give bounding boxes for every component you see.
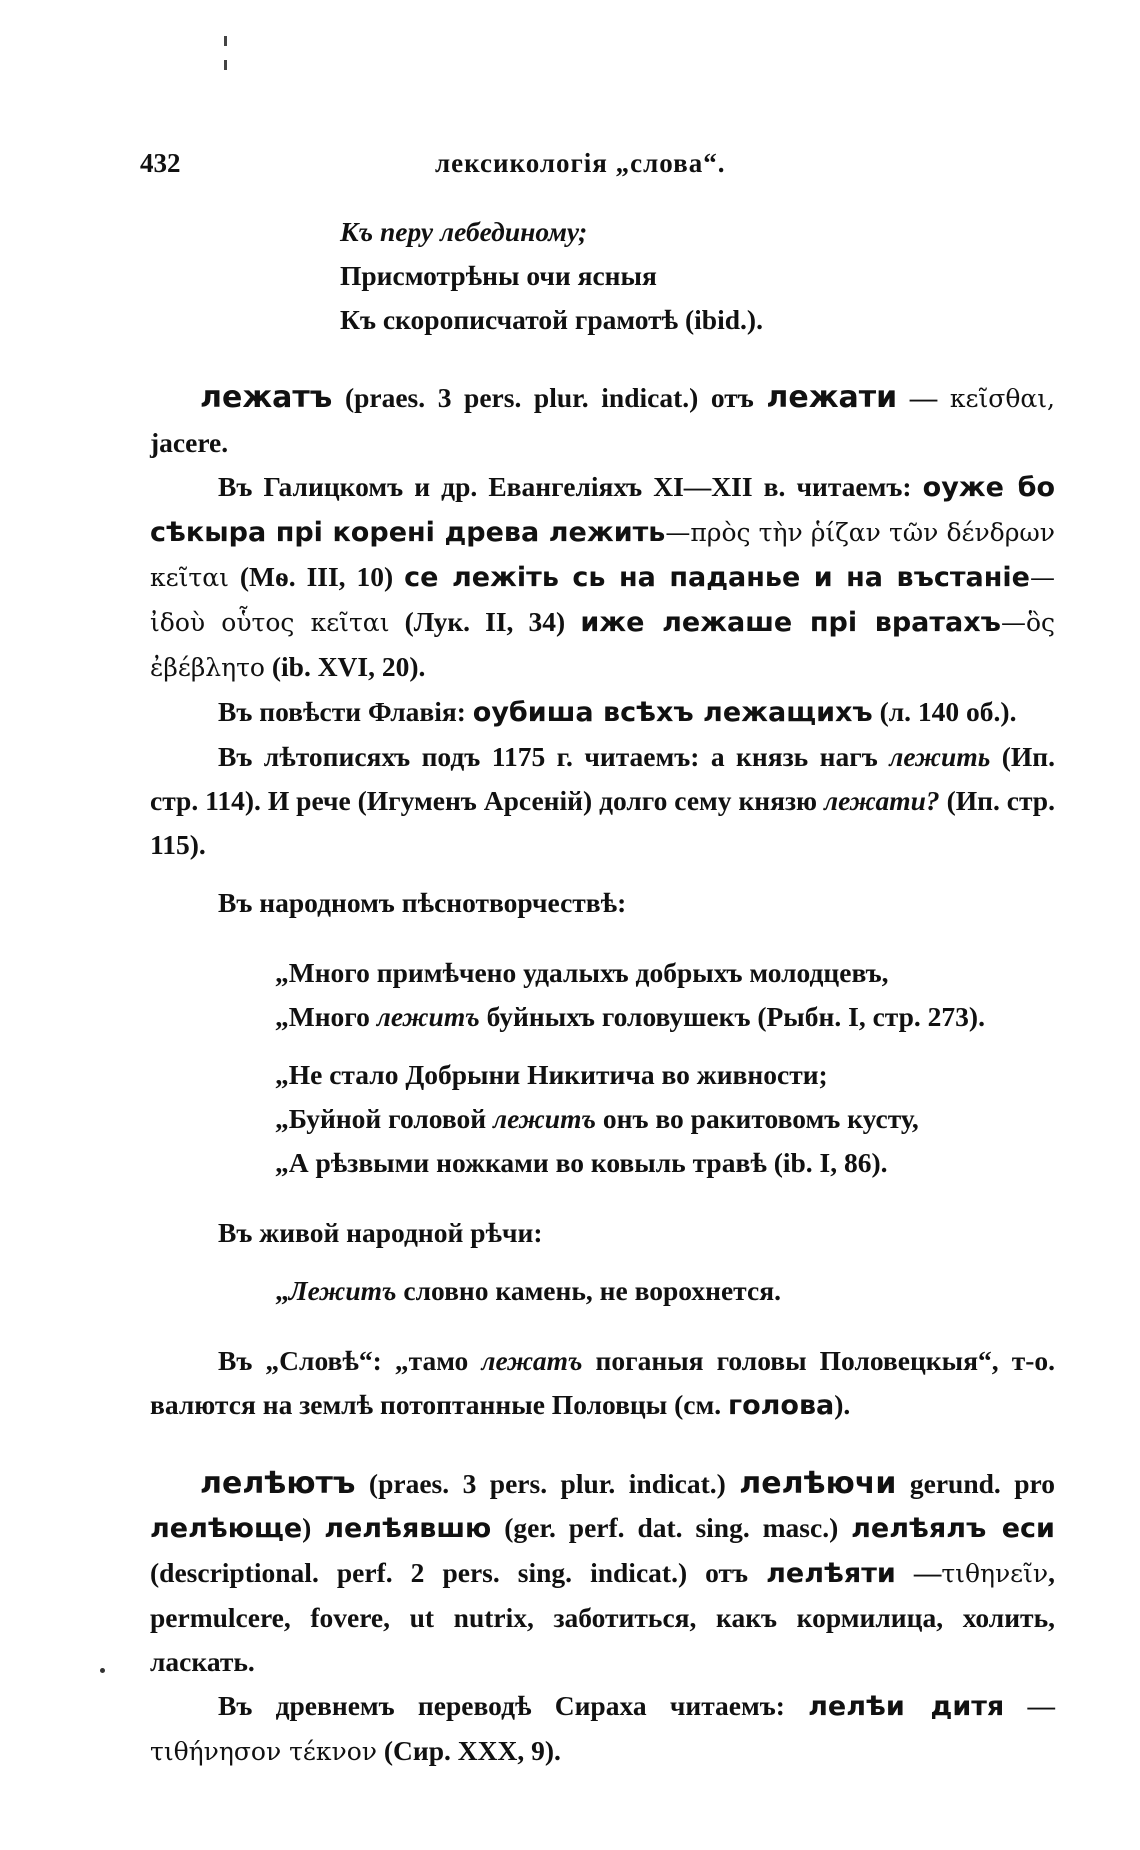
margin-marks xyxy=(224,36,228,76)
print-speck xyxy=(100,1668,105,1673)
text-run: (Ип. стр. 115). xyxy=(150,785,1055,860)
text-run: (descriptional. perf. 2 pers. sing. indicat.) отъ xyxy=(150,1557,767,1588)
text-run: „Много примѣчено удалыхъ добрыхъ молодцевъ, xyxy=(275,957,889,988)
headword: лелѣютъ xyxy=(200,1466,356,1501)
text-run: (ger. perf. dat. sing. masc.) xyxy=(491,1512,852,1543)
text-run: — xyxy=(895,1557,942,1588)
paragraph-sirach xyxy=(150,1684,1055,1774)
paragraph-folk-intro: Въ народномъ пѣснотворчествѣ: xyxy=(218,887,627,918)
latin-gloss: jacere. xyxy=(150,427,229,458)
page-number: 432 xyxy=(140,148,181,178)
text-run: словно камень, не ворохнется. xyxy=(396,1275,781,1306)
text-run: ) xyxy=(302,1512,325,1543)
greek-quote: τιθήνησον τέκνον xyxy=(150,1737,377,1766)
text-run: (Сир. XXX, 9). xyxy=(376,1735,561,1766)
paragraph-chronicles xyxy=(150,735,1055,867)
text-run: ). xyxy=(834,1389,851,1420)
italic-word: лежатъ xyxy=(481,1345,583,1376)
greek-quote: —ὃς ἐβέβλητο xyxy=(150,608,1056,682)
text-run: „Буйной головой xyxy=(275,1103,493,1134)
margin-mark xyxy=(224,36,227,46)
page-body xyxy=(150,210,1055,1774)
paragraph-gospels xyxy=(150,465,1055,690)
greek-gloss: κεῖσθαι, xyxy=(949,384,1056,413)
folk-line xyxy=(275,995,1055,1039)
folk-verse-1 xyxy=(150,951,1055,1039)
text-run: „ xyxy=(275,1275,289,1306)
text-run: gerund. pro xyxy=(896,1468,1055,1499)
old-slavonic-form: лелѣявшю xyxy=(324,1513,492,1544)
paragraph-flavius xyxy=(150,690,1055,735)
source-word: лежати xyxy=(766,380,898,415)
text-run: Въ лѣтописяхъ подъ 1175 г. читаемъ: а князь нагъ xyxy=(218,741,890,772)
text-run: Въ древнемъ переводѣ Сираха читаемъ: xyxy=(218,1690,809,1721)
old-slavonic-quote: оуже бо сѣкыра прі корені древа лежить xyxy=(150,472,1055,548)
dash: — xyxy=(897,382,950,413)
verse-line: Къ скорописчатой грамотѣ (ibid.). xyxy=(340,304,763,335)
text-run: „Не стало Добрыни Никитича во живности; xyxy=(275,1059,828,1090)
text-run: (ib. XVI, 20). xyxy=(264,651,426,682)
running-title: лексикологія „слова“. xyxy=(435,148,726,178)
text-run: (praes. 3 pers. plur. indicat.) xyxy=(355,1468,740,1499)
old-slavonic-quote: се лежіть сь на паданье и на въстаніе xyxy=(404,562,1030,593)
entry-leleyut xyxy=(150,1462,1055,1684)
italic-word: лежить xyxy=(889,741,991,772)
text-run: (Лук. II, 34) xyxy=(389,606,581,637)
headword: лежатъ xyxy=(200,380,333,415)
text-run: „А рѣзвыми ножками во ковыль травѣ (ib. I, 86). xyxy=(275,1147,888,1178)
text-run: Въ Галицкомъ и др. Евангеліяхъ XI—XII в. читаемъ: xyxy=(218,471,923,502)
old-slavonic-form: лелѣяти xyxy=(766,1558,896,1589)
old-slavonic-quote: оубиша всѣхъ лежащихъ xyxy=(472,697,873,728)
text-run: Въ „Словѣ“: „тамо xyxy=(218,1345,482,1376)
text-run: Въ повѣсти Флавія: xyxy=(218,696,473,727)
text-run: „Много xyxy=(275,1001,377,1032)
grammar-note: (praes. 3 pers. plur. indicat.) отъ xyxy=(332,382,767,413)
text-run: (Мѳ. III, 10) xyxy=(228,561,405,592)
italic-word: лежитъ xyxy=(376,1001,480,1032)
cross-reference-word: голова xyxy=(727,1390,835,1421)
folk-line xyxy=(275,1141,1055,1185)
text-run: буйныхъ головушекъ (Рыбн. I, стр. 273). xyxy=(479,1001,985,1032)
text-run: онъ во ракитовомъ кусту, xyxy=(595,1103,919,1134)
greek-gloss: τιθηνεῖν xyxy=(941,1559,1049,1588)
paragraph-slovo xyxy=(150,1339,1055,1428)
page-header xyxy=(140,148,1060,188)
folk-line xyxy=(275,1053,1055,1097)
entry-lezhat xyxy=(150,376,1055,465)
text-run: поганыя головы Половецкыя“, т-о. валются на землѣ потоптанные Половцы (см. xyxy=(150,1345,1055,1420)
italic-word: Лежитъ xyxy=(288,1275,397,1306)
folk-line xyxy=(275,951,1055,995)
italic-word: лежитъ xyxy=(492,1103,596,1134)
verse-line: Къ перу лебединому; xyxy=(340,216,588,247)
italic-word: лежати? xyxy=(824,785,940,816)
text-run: , permulcere, fovere, ut nutrix, заботиться, какъ кормилица, холить, ласкать. xyxy=(150,1557,1055,1677)
paragraph-speech-intro: Въ живой народной рѣчи: xyxy=(218,1217,543,1248)
verse-top xyxy=(150,210,1055,342)
text-run: (л. 140 об.). xyxy=(872,696,1017,727)
greek-quote: —πρὸς τὴν ῥίζαν τῶν δένδρων κεῖται xyxy=(150,518,1055,592)
speech-example xyxy=(150,1269,1055,1313)
margin-mark xyxy=(224,60,227,70)
old-slavonic-form: лелѣюще xyxy=(150,1513,303,1544)
verse-line: Присмотрѣны очи ясныя xyxy=(340,260,657,291)
headword: лелѣючи xyxy=(739,1466,897,1501)
speech-line xyxy=(275,1269,1055,1313)
folk-verse-2 xyxy=(150,1053,1055,1185)
old-slavonic-quote: лелѣи дитя xyxy=(808,1691,1005,1722)
greek-quote: —ἰδοὺ οὗτος κεῖται xyxy=(150,563,1055,637)
folk-line xyxy=(275,1097,1055,1141)
text-run: — xyxy=(1004,1690,1056,1721)
old-slavonic-quote: иже лежаше прі вратахъ xyxy=(580,607,1001,638)
text-run: (Ип. стр. 114). И рече (Игуменъ Арсеній) долго сему князю xyxy=(150,741,1055,816)
old-slavonic-form: лелѣялъ еси xyxy=(851,1513,1055,1544)
